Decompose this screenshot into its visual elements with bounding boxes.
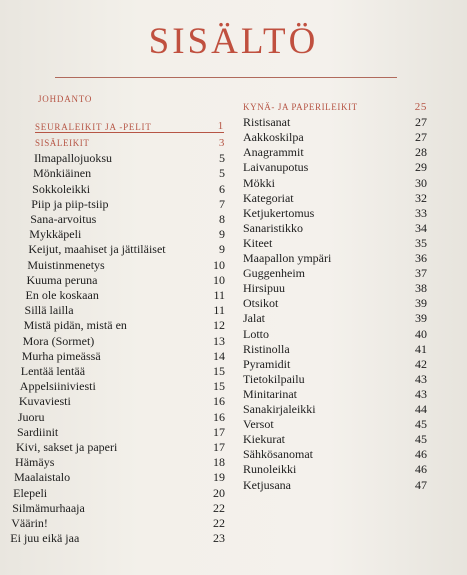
toc-entry [243, 341, 427, 357]
toc-entry [21, 363, 225, 379]
toc-entry-page: 44 [415, 402, 427, 416]
toc-entry-page: 30 [415, 175, 427, 190]
toc-entry-title: Kiekurat [243, 432, 285, 447]
toc-entry-title: Keijut, maahiset ja jättiläiset [28, 242, 166, 257]
toc-entry-page: 8 [219, 212, 225, 226]
toc-entry [243, 175, 427, 191]
toc-entry-page: 11 [213, 303, 225, 318]
toc-entry-page: 42 [415, 356, 427, 371]
toc-entry-page: 38 [415, 281, 427, 296]
toc-entry [33, 165, 225, 181]
toc-entry-title: Guggenheim [243, 266, 305, 281]
toc-entry-page: 43 [415, 386, 427, 401]
toc-entry-title: Väärin! [11, 516, 48, 530]
toc-entry [30, 211, 225, 227]
toc-entry [243, 265, 427, 281]
toc-entry-title: Ketjusana [243, 477, 291, 492]
toc-entry-page: 22 [212, 500, 225, 515]
toc-entry-page: 27 [415, 130, 427, 145]
toc-entry-page: 27 [415, 115, 427, 130]
toc-entry [32, 181, 225, 197]
toc-entry-title: Mönkiäinen [33, 166, 92, 181]
toc-entry [18, 409, 225, 425]
toc-entry-title: Mora (Sormet) [22, 333, 95, 348]
toc-entry-title: Kategoriat [243, 190, 294, 205]
toc-entry-title: Runoleikki [243, 462, 297, 477]
toc-entry [29, 226, 225, 242]
toc-entry-page: 17 [213, 440, 225, 454]
toc-entry [243, 220, 427, 236]
toc-entry-page: 13 [212, 333, 225, 348]
toc-entry-title: Piip ja piip-tsiip [31, 196, 109, 211]
toc-entry [24, 317, 225, 333]
toc-entry [243, 159, 427, 175]
toc-entry-page: 40 [415, 326, 427, 341]
toc-entry-title: Kiteet [243, 235, 273, 250]
toc-entry-title: Mykkäpeli [29, 227, 82, 242]
toc-entry-page: 35 [415, 235, 427, 250]
toc-entry [243, 386, 427, 402]
toc-entry [35, 135, 225, 151]
toc-entry-page: 25 [414, 101, 427, 113]
toc-entry-page: 32 [415, 190, 427, 205]
toc-entry [31, 196, 225, 212]
toc-entry-page: 6 [218, 181, 225, 196]
toc-entry [11, 515, 225, 531]
toc-entry-title: Jalat [243, 311, 265, 326]
toc-entry-page: 10 [212, 272, 225, 287]
toc-entry-title: Ei juu eikä jaa [10, 531, 80, 546]
left-section-heading-title: SEURALEIKIT JA -PELIT [35, 122, 152, 132]
toc-entry-title: Sähkösanomat [243, 447, 313, 462]
toc-entry-title: Murha pimeässä [21, 348, 101, 363]
toc-entry-title: Ristinolla [243, 341, 290, 356]
title-divider [55, 77, 397, 78]
toc-entry [243, 310, 427, 326]
toc-entry [243, 114, 427, 130]
toc-entry-title: Anagrammit [243, 145, 304, 160]
toc-entry [243, 190, 427, 206]
intro-label: JOHDANTO [38, 94, 93, 104]
toc-entry-title: Sanaristikko [243, 220, 303, 235]
toc-entry [13, 485, 225, 501]
toc-entry-page: 15 [212, 379, 225, 394]
toc-entry-page: 47 [415, 477, 427, 492]
toc-entry-page: 33 [415, 205, 427, 220]
toc-entry-title: KYNÄ- JA PAPERILEIKIT [243, 102, 358, 112]
toc-entry-page: 19 [212, 470, 225, 485]
toc-entry [243, 446, 427, 462]
toc-entry-page: 12 [212, 318, 225, 333]
toc-entry-page: 3 [218, 137, 225, 149]
toc-entry-title: Silmämurhaaja [12, 500, 85, 515]
toc-entry-title: Sana-arvoitus [30, 212, 97, 226]
toc-entry [243, 144, 427, 160]
toc-entry-page: 39 [415, 296, 427, 311]
toc-entry [19, 393, 225, 409]
toc-entry-page: 16 [212, 409, 225, 424]
toc-entry [243, 371, 427, 387]
toc-entry-title: Ketjukertomus [243, 205, 315, 220]
toc-entry [243, 205, 427, 221]
toc-entry-title: Tietokilpailu [243, 371, 305, 386]
toc-entry-title: Minitarinat [243, 386, 297, 401]
toc-entry-title: Elepeli [13, 485, 48, 500]
toc-entry [243, 295, 427, 311]
toc-entry-title: Maapallon ympäri [243, 251, 332, 265]
toc-entry-page: 10 [212, 257, 225, 272]
toc-entry-page: 22 [213, 516, 225, 530]
toc-entry-page: 17 [212, 424, 225, 439]
toc-entry-page: 9 [218, 227, 225, 242]
toc-entry-title: Hämäys [15, 455, 55, 470]
toc-entry [243, 326, 427, 342]
toc-entry [22, 348, 225, 364]
toc-entry-page: 7 [218, 196, 225, 211]
toc-entry-page: 5 [218, 151, 225, 166]
toc-entry [27, 257, 225, 273]
toc-entry-page: 28 [415, 145, 427, 160]
toc-entry-title: Laivanupotus [243, 160, 309, 175]
toc-entry [25, 302, 225, 318]
toc-entry-title: Sokkoleikki [32, 181, 91, 196]
toc-entry-title: Aakkoskilpa [243, 130, 304, 145]
toc-entry-page: 29 [415, 160, 427, 175]
toc-entry [23, 333, 225, 349]
toc-entry [243, 431, 427, 447]
toc-entry [243, 250, 427, 266]
toc-entry [243, 129, 427, 145]
toc-entry-title: Mistä pidän, mistä en [23, 318, 127, 333]
toc-entry [26, 272, 225, 288]
toc-entry [20, 378, 225, 394]
left-section-heading-page: 1 [217, 120, 224, 132]
toc-entry-page: 43 [415, 371, 427, 386]
toc-entry-page: 34 [415, 220, 427, 235]
toc-entry [243, 356, 427, 372]
toc-entry-title: Appelsiiniviesti [19, 379, 96, 394]
toc-entry-title: Juoru [17, 409, 45, 424]
toc-entry-title: Kivi, sakset ja paperi [16, 440, 118, 454]
toc-entry-title: Kuvaviesti [18, 394, 71, 409]
toc-entry [14, 469, 225, 485]
toc-entry-title: Sardiinit [16, 424, 59, 439]
toc-entry-title: Sanakirjaleikki [243, 402, 316, 416]
toc-entry-page: 37 [415, 266, 427, 281]
toc-entry-page: 41 [415, 341, 427, 356]
toc-entry [243, 235, 427, 251]
toc-entry [34, 150, 225, 166]
toc-entry-title: Kuuma peruna [26, 272, 98, 287]
toc-entry-page: 16 [212, 394, 225, 409]
toc-entry-page: 23 [212, 531, 225, 546]
toc-entry-title: Sillä lailla [24, 303, 74, 318]
toc-entry [12, 500, 225, 516]
toc-entry-title: Pyramidit [243, 356, 291, 371]
toc-entry-page: 14 [212, 348, 225, 363]
toc-entry [10, 530, 225, 546]
toc-entry-title: Mökki [243, 175, 276, 190]
toc-entry-title: Ilmapallojuoksu [34, 151, 113, 166]
toc-entry-page: 46 [415, 447, 427, 462]
toc-entry-title: Ristisanat [243, 115, 291, 130]
page-title: SISÄLTÖ [148, 21, 319, 62]
toc-entry-title: Lentää lentää [20, 364, 86, 378]
toc-entry [16, 439, 225, 455]
toc-entry-title: Lotto [243, 326, 269, 341]
toc-entry-title: Hirsipuu [243, 281, 285, 296]
toc-entry [243, 461, 427, 477]
toc-entry-title: Muistinmenetys [27, 257, 105, 272]
toc-entry-page: 36 [415, 251, 427, 265]
toc-entry [243, 477, 427, 493]
toc-entry-page: 45 [415, 432, 427, 447]
toc-entry-title: Versot [243, 417, 274, 432]
toc-entry-page: 9 [218, 242, 225, 257]
left-section-heading [35, 122, 224, 133]
toc-entry-page: 39 [415, 311, 427, 326]
toc-entry [243, 280, 427, 296]
toc-entry-page: 11 [213, 288, 225, 302]
toc-entry-title: SISÄLEIKIT [35, 138, 90, 148]
toc-entry-page: 5 [218, 166, 225, 181]
toc-entry [17, 424, 225, 440]
toc-entry [243, 99, 427, 115]
toc-entry [28, 241, 225, 257]
toc-entry [243, 416, 427, 432]
toc-entry-page: 18 [212, 455, 225, 470]
toc-entry-title: Maalaistalo [14, 470, 71, 485]
toc-entry-title: Otsikot [243, 296, 279, 311]
toc-entry [243, 401, 427, 417]
toc-entry [15, 454, 225, 470]
toc-entry-title: En ole koskaan [25, 288, 99, 302]
toc-entry [26, 287, 226, 303]
toc-entry-page: 46 [415, 462, 427, 477]
toc-entry-page: 20 [212, 485, 225, 500]
toc-entry-page: 45 [415, 417, 427, 432]
toc-entry-page: 15 [213, 364, 225, 378]
